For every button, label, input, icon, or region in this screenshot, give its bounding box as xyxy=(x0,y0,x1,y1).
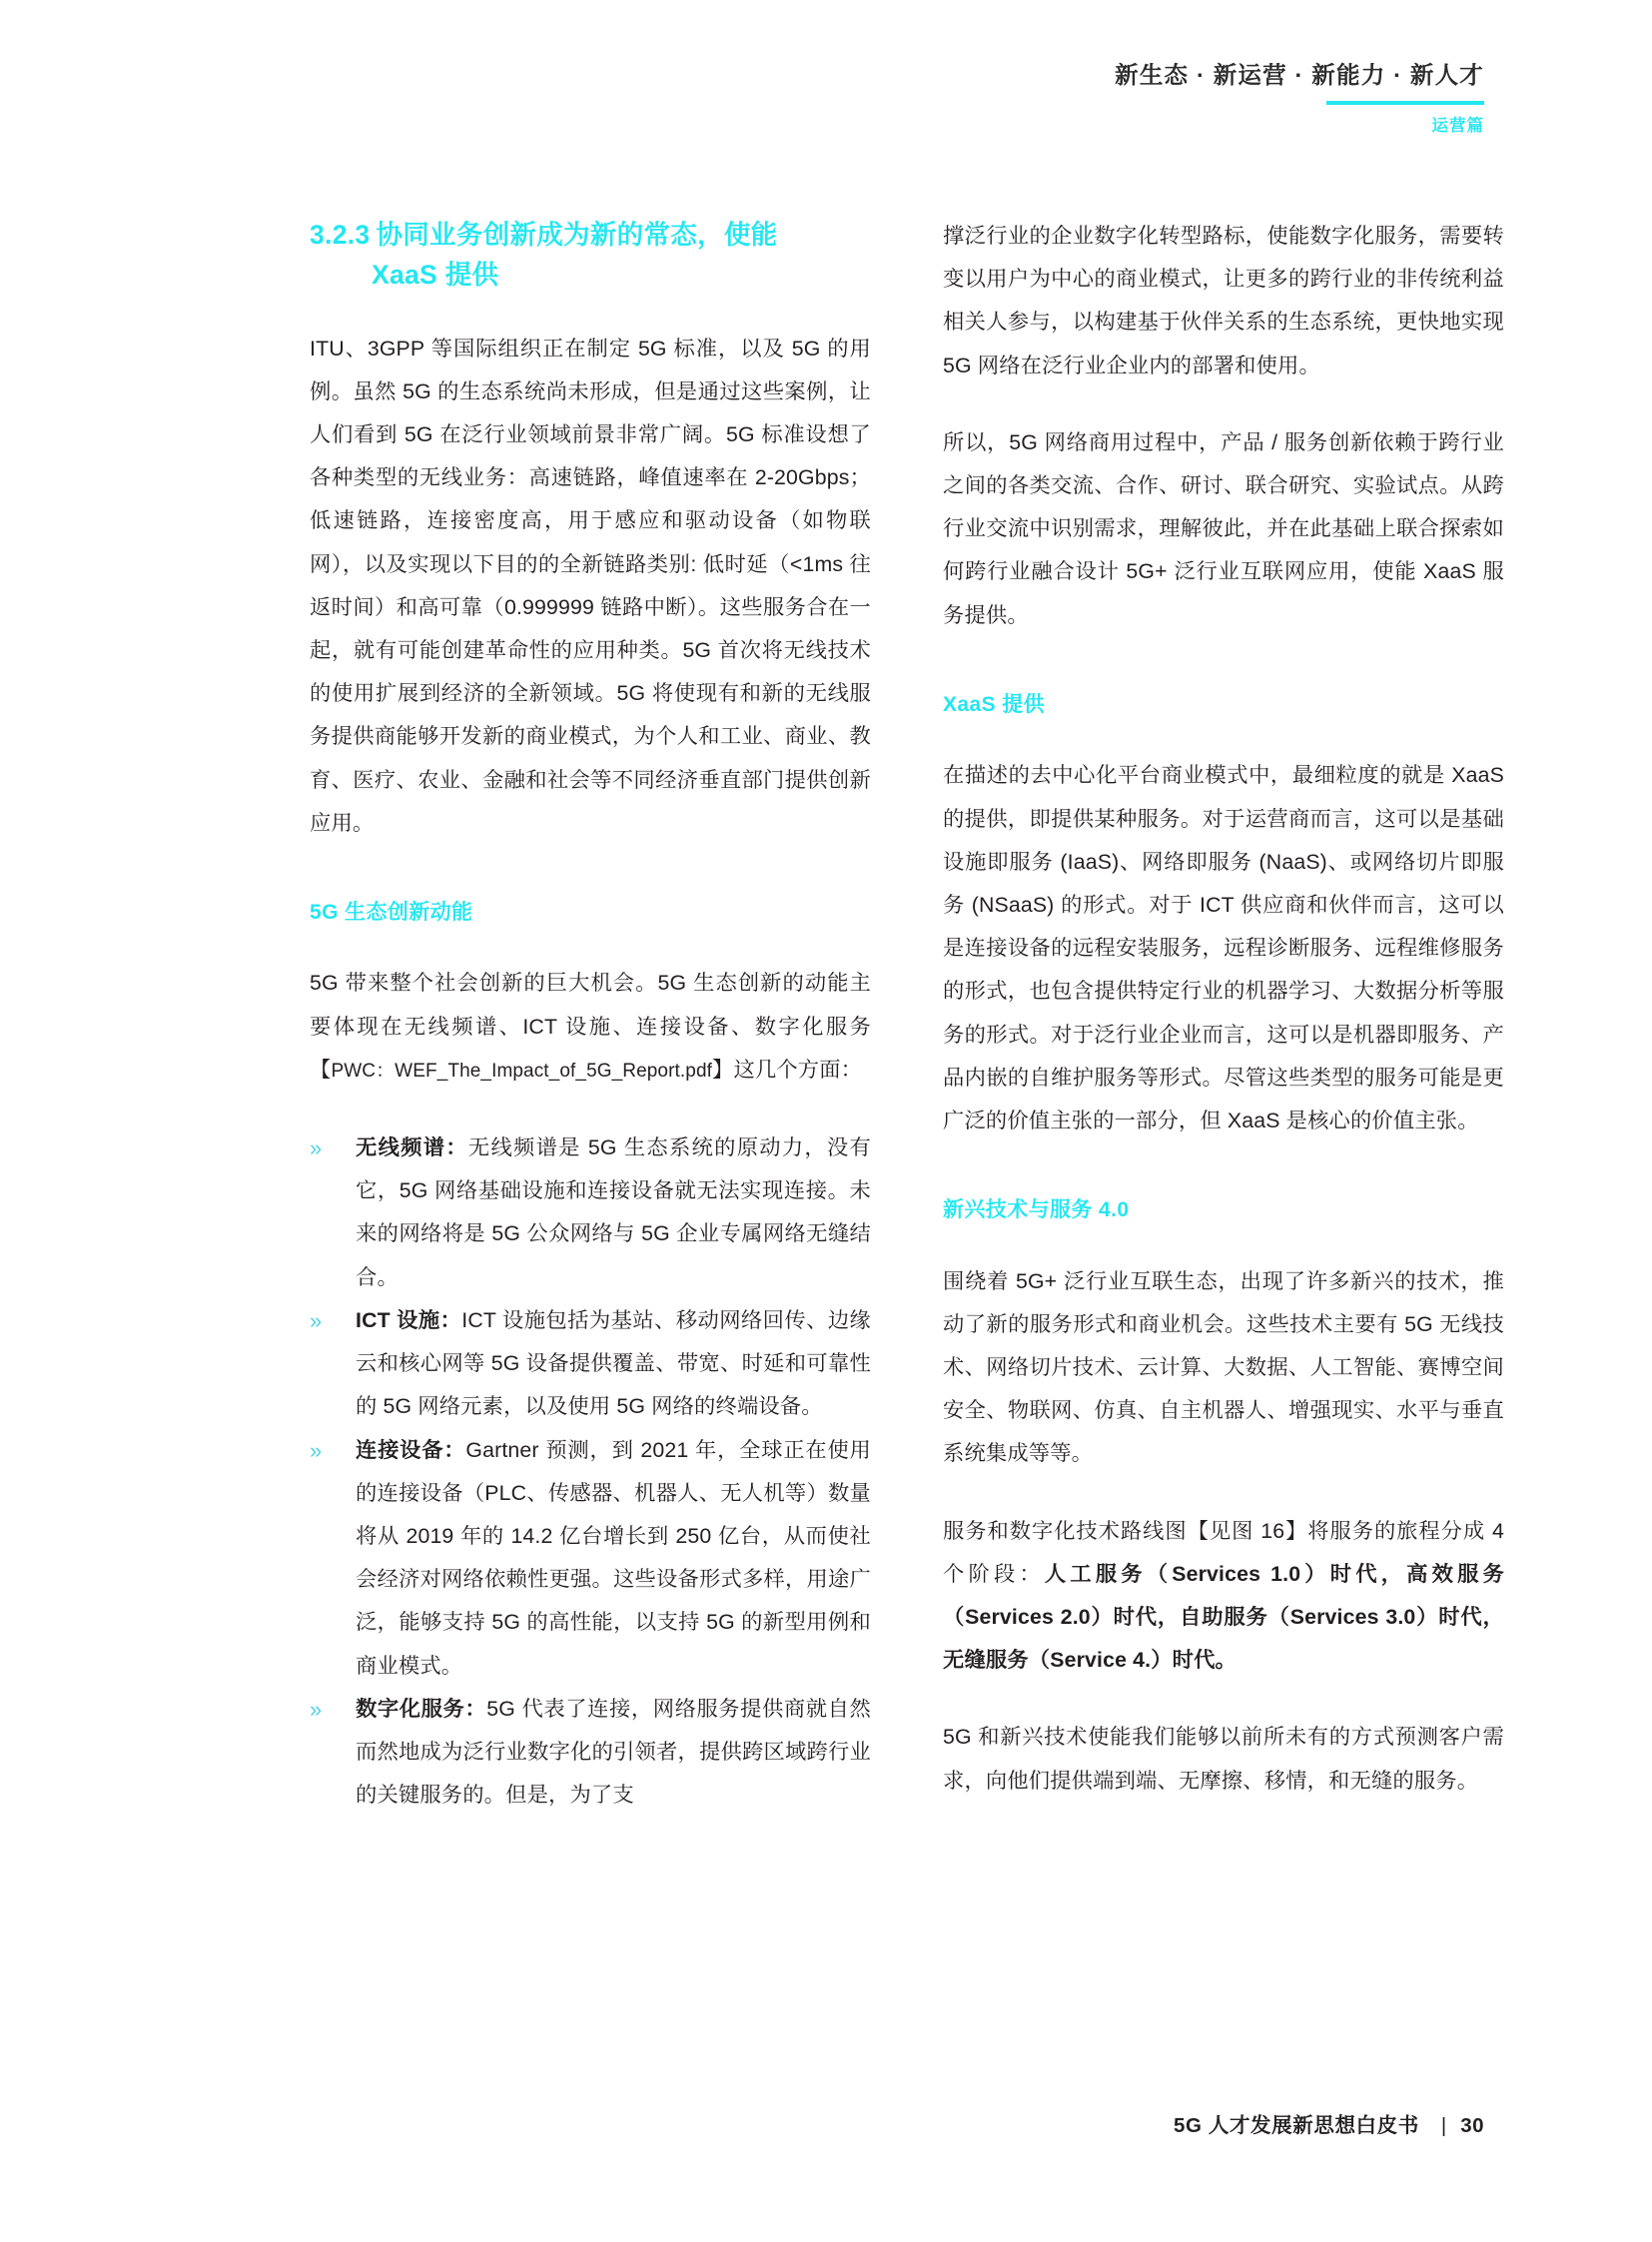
paragraph-5-intro: 服务和数字化技术路线图【见图 16】将服务的旅程分成 4 个阶段： xyxy=(943,1518,1504,1586)
right-paragraph-2: 所以，5G 网络商用过程中，产品 / 服务创新依赖于跨行业之间的各类交流、合作、研讨、联合研究、实验试点。从跨行业交流中识别需求，理解彼此，并在此基础上联合探索如何跨行业融合设计 5G+ 泛行业互联网应用，使能 XaaS 服务提供。 xyxy=(943,429,1504,627)
section-heading xyxy=(310,215,871,296)
header-divider-rule xyxy=(1326,101,1484,105)
bullet-term: 数字化服务： xyxy=(356,1696,487,1721)
right-sub-heading-emerging-tech: 新兴技术与服务 4.0 xyxy=(943,1198,1130,1222)
bullet-body: Gartner 预测，到 2021 年，全球正在使用的连接设备（PLC、传感器、机器人、无人机等）数量将从 2019 年的 14.2 亿台增长到 250 亿台，从而使社会经济对网络依赖性更强。这些设备形式多样，用途广泛，能够支持 5G 的高性能，以支持 5G 的新型用例和商业模式。 xyxy=(356,1437,871,1678)
bullet-term: ICT 设施： xyxy=(356,1307,462,1332)
bullet-content xyxy=(356,1697,871,1807)
footer-divider: | xyxy=(1440,2114,1447,2137)
section-heading-line1: 协同业务创新成为新的常态，使能 xyxy=(376,220,778,250)
section-heading-line2: XaaS 提供 xyxy=(372,260,499,291)
list-item xyxy=(310,1299,871,1429)
bullet-body: 5G 代表了连接，网络服务提供商就自然而然地成为泛行业数字化的引领者，提供跨区域跨行业的关键服务的。但是，为了支 xyxy=(356,1696,871,1808)
paragraph-2-part2: 】这几个方面： xyxy=(712,1057,863,1082)
right-paragraph-3: 在描述的去中心化平台商业模式中，最细粒度的就是 XaaS 的提供，即提供某种服务。对于运营商而言，这可以是基础设施即服务 (IaaS)、网络即服务 (NaaS)、或网络切片即服务 (NSaaS) 的形式。对于 ICT 供应商和伙伴而言，这可以是连接设备的远程安装服务，远程诊断服务、远程维修服务的形式，也包含提供特定行业的机器学习、大数据分析等服务的形式。对于泛行业企业而言，这可以是机器即服务、产品内嵌的自维护服务等形式。尽管这些类型的服务可能是更广泛的价值主张的一部分，但 XaaS 是核心的价值主张。 xyxy=(943,763,1504,1132)
header-subtitle: 运营篇 xyxy=(1431,116,1484,135)
page-number: 30 xyxy=(1460,2114,1484,2137)
page-footer xyxy=(1174,2108,1484,2138)
bullet-content xyxy=(356,1135,871,1289)
left-paragraph-2 xyxy=(310,962,871,1093)
paragraph-2-reference: PWC：WEF_The_Impact_of_5G_Report.pdf xyxy=(331,1060,712,1082)
chevron-double-right-icon: » xyxy=(310,1307,323,1333)
right-sub-heading-xaas: XaaS 提供 xyxy=(943,692,1046,716)
two-column-body xyxy=(0,215,1652,2082)
right-paragraph-4: 围绕着 5G+ 泛行业互联生态，出现了许多新兴的技术，推动了新的服务形式和商业机会。这些技术主要有 5G 无线技术、网络切片技术、云计算、大数据、人工智能、赛博空间安全、物联网、仿真、自主机器人、增强现实、水平与垂直系统集成等等。 xyxy=(943,1268,1504,1466)
paragraph-2-part1: 5G 带来整个社会创新的巨大机会。5G 生态创新的动能主要体现在无线频谱、ICT 设施、连接设备、数字化服务【 xyxy=(310,971,871,1082)
right-paragraph-6: 5G 和新兴技术使能我们能够以前所未有的方式预测客户需求，向他们提供端到端、无摩擦、移情，和无缝的服务。 xyxy=(943,1725,1504,1793)
section-number: 3.2.3 xyxy=(310,220,371,250)
list-item xyxy=(310,1429,871,1688)
right-paragraph-1: 撑泛行业的企业数字化转型路标，使能数字化服务，需要转变以用户为中心的商业模式，让更多的跨行业的非传统利益相关人参与，以构建基于伙伴关系的生态系统，更快地实现 5G 网络在泛行业企业内的部署和使用。 xyxy=(943,224,1504,377)
footer-document-title: 5G 人才发展新思想白皮书 xyxy=(1174,2114,1419,2137)
chevron-double-right-icon: » xyxy=(310,1696,323,1722)
bullet-term: 无线频谱： xyxy=(356,1135,468,1160)
paragraph-5-stages: 人工服务（Services 1.0）时代，高效服务（Services 2.0）时代，自助服务（Services 3.0）时代，无缝服务（Service 4.）时代。 xyxy=(943,1561,1504,1673)
bullet-content xyxy=(356,1308,871,1418)
bullet-body: ICT 设施包括为基站、移动网络回传、边缘云和核心网等 5G 设备提供覆盖、带宽、时延和可靠性的 5G 网络元素，以及使用 5G 网络的终端设备。 xyxy=(356,1307,871,1419)
chevron-double-right-icon: » xyxy=(310,1437,323,1463)
left-paragraph-1: ITU、3GPP 等国际组织正在制定 5G 标准，以及 5G 的用例。虽然 5G 的生态系统尚未形成，但是通过这些案例，让人们看到 5G 在泛行业领域前景非常广阔。5G 标准设想了各种类型的无线业务：高速链路，峰值速率在 2-20Gbps；低速链路，连接密度高，用于感应和驱动设备（如物联网），以及实现以下目的的全新链路类别: 低时延（<1ms 往返时间）和高可靠（0.999999 链路中断）。这些服务合在一起，就有可能创建革命性的应用种类。5G 首次将无线技术的使用扩展到经济的全新领域。5G 将使现有和新的无线服务提供商能够开发新的商业模式，为个人和工业、商业、教育、医疗、农业、金融和社会等不同经济垂直部门提供创新应用。 xyxy=(310,336,871,835)
chevron-double-right-icon: » xyxy=(310,1135,323,1161)
list-item xyxy=(310,1688,871,1818)
right-paragraph-5 xyxy=(943,1510,1504,1683)
bullet-body: 无线频谱是 5G 生态系统的原动力，没有它，5G 网络基础设施和连接设备就无法实现连接。未来的网络将是 5G 公众网络与 5G 企业专属网络无缝结合。 xyxy=(356,1135,871,1289)
left-column xyxy=(310,215,871,1817)
bullet-content xyxy=(356,1438,871,1678)
bullet-term: 连接设备： xyxy=(356,1437,466,1462)
ecosystem-bullet-list xyxy=(310,1126,871,1817)
right-column xyxy=(943,215,1504,1803)
page-header xyxy=(1045,60,1484,136)
list-item xyxy=(310,1126,871,1299)
left-sub-heading: 5G 生态创新动能 xyxy=(310,900,473,924)
header-title: 新生态 · 新运营 · 新能力 · 新人才 xyxy=(1115,62,1484,88)
